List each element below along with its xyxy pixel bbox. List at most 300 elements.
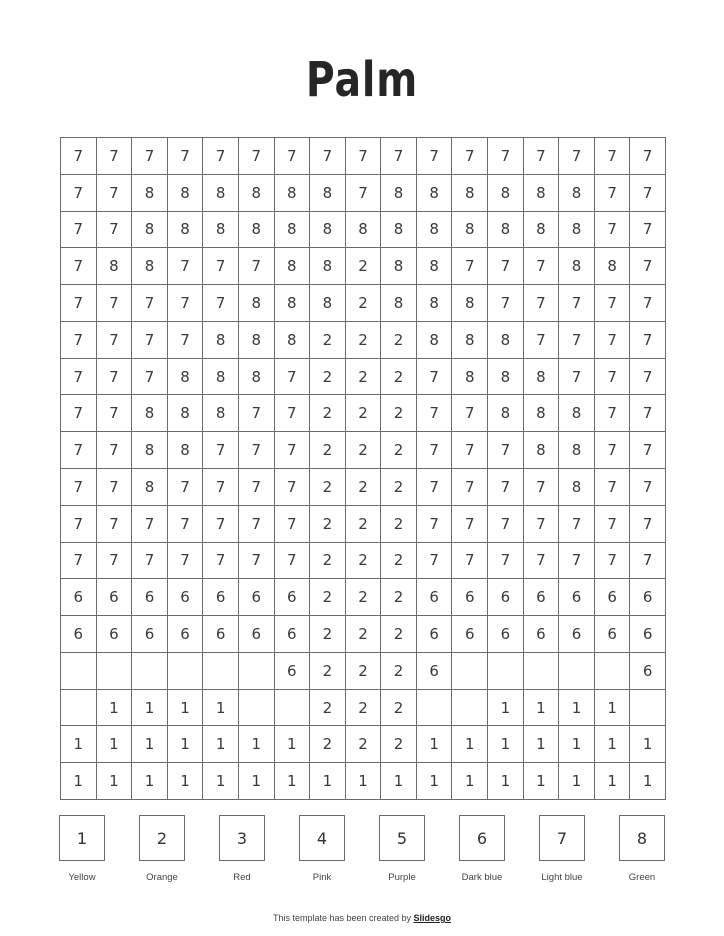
grid-cell[interactable]: 8 — [275, 322, 311, 359]
grid-cell[interactable] — [168, 653, 204, 690]
grid-cell[interactable]: 7 — [595, 175, 631, 212]
grid-cell[interactable]: 7 — [97, 359, 133, 396]
grid-cell[interactable]: 8 — [452, 359, 488, 396]
grid-cell[interactable]: 7 — [488, 543, 524, 580]
grid-cell[interactable]: 7 — [275, 432, 311, 469]
grid-cell[interactable]: 2 — [346, 359, 382, 396]
grid-cell[interactable]: 7 — [630, 359, 666, 396]
grid-cell[interactable]: 1 — [452, 763, 488, 800]
grid-cell[interactable]: 6 — [559, 616, 595, 653]
grid-cell[interactable]: 6 — [203, 579, 239, 616]
grid-cell[interactable]: 1 — [488, 690, 524, 727]
grid-cell[interactable]: 7 — [595, 359, 631, 396]
grid-cell[interactable] — [595, 653, 631, 690]
grid-cell[interactable]: 8 — [488, 359, 524, 396]
grid-cell[interactable]: 7 — [61, 506, 97, 543]
grid-cell[interactable]: 8 — [524, 432, 560, 469]
grid-cell[interactable]: 7 — [488, 138, 524, 175]
grid-cell[interactable]: 7 — [97, 285, 133, 322]
grid-cell[interactable]: 2 — [346, 579, 382, 616]
grid-cell[interactable]: 8 — [310, 175, 346, 212]
grid-cell[interactable]: 8 — [203, 175, 239, 212]
grid-cell[interactable]: 7 — [97, 469, 133, 506]
grid-cell[interactable]: 8 — [417, 285, 453, 322]
grid-cell[interactable]: 7 — [275, 359, 311, 396]
grid-cell[interactable]: 6 — [97, 616, 133, 653]
grid-cell[interactable]: 6 — [275, 616, 311, 653]
grid-cell[interactable] — [97, 653, 133, 690]
grid-cell[interactable]: 7 — [61, 175, 97, 212]
grid-cell[interactable]: 7 — [168, 506, 204, 543]
grid-cell[interactable]: 1 — [417, 763, 453, 800]
grid-cell[interactable]: 8 — [132, 395, 168, 432]
grid-cell[interactable]: 6 — [417, 579, 453, 616]
grid-cell[interactable]: 1 — [239, 763, 275, 800]
grid-cell[interactable]: 7 — [452, 395, 488, 432]
grid-cell[interactable]: 1 — [630, 763, 666, 800]
grid-cell[interactable]: 8 — [203, 395, 239, 432]
grid-cell[interactable]: 7 — [61, 469, 97, 506]
grid-cell[interactable]: 2 — [310, 359, 346, 396]
grid-cell[interactable]: 1 — [559, 690, 595, 727]
grid-cell[interactable]: 7 — [595, 543, 631, 580]
grid-cell[interactable]: 8 — [168, 212, 204, 249]
grid-cell[interactable]: 7 — [168, 138, 204, 175]
grid-cell[interactable]: 7 — [203, 138, 239, 175]
grid-cell[interactable]: 6 — [168, 579, 204, 616]
grid-cell[interactable]: 6 — [61, 579, 97, 616]
grid-cell[interactable]: 8 — [203, 212, 239, 249]
grid-cell[interactable]: 2 — [381, 726, 417, 763]
grid-cell[interactable]: 7 — [275, 506, 311, 543]
grid-cell[interactable]: 7 — [630, 285, 666, 322]
grid-cell[interactable]: 1 — [524, 763, 560, 800]
grid-cell[interactable]: 7 — [595, 469, 631, 506]
grid-cell[interactable]: 7 — [595, 506, 631, 543]
grid-cell[interactable]: 7 — [630, 432, 666, 469]
grid-cell[interactable]: 2 — [346, 469, 382, 506]
grid-cell[interactable]: 7 — [61, 322, 97, 359]
grid-cell[interactable]: 8 — [168, 359, 204, 396]
grid-cell[interactable]: 6 — [132, 579, 168, 616]
grid-cell[interactable]: 7 — [417, 138, 453, 175]
grid-cell[interactable]: 7 — [61, 212, 97, 249]
grid-cell[interactable]: 6 — [595, 579, 631, 616]
grid-cell[interactable]: 1 — [168, 726, 204, 763]
grid-cell[interactable]: 8 — [417, 212, 453, 249]
grid-cell[interactable]: 7 — [417, 506, 453, 543]
grid-cell[interactable]: 7 — [203, 469, 239, 506]
grid-cell[interactable]: 8 — [168, 395, 204, 432]
grid-cell[interactable]: 2 — [310, 726, 346, 763]
grid-cell[interactable]: 7 — [452, 138, 488, 175]
grid-cell[interactable]: 7 — [559, 506, 595, 543]
grid-cell[interactable]: 1 — [168, 763, 204, 800]
grid-cell[interactable]: 7 — [524, 248, 560, 285]
grid-cell[interactable]: 7 — [559, 138, 595, 175]
grid-cell[interactable]: 1 — [310, 763, 346, 800]
grid-cell[interactable] — [524, 653, 560, 690]
grid-cell[interactable]: 7 — [203, 506, 239, 543]
grid-cell[interactable]: 7 — [488, 285, 524, 322]
grid-cell[interactable]: 2 — [381, 432, 417, 469]
grid-cell[interactable]: 2 — [310, 322, 346, 359]
grid-cell[interactable]: 8 — [524, 175, 560, 212]
grid-cell[interactable]: 7 — [239, 506, 275, 543]
grid-cell[interactable]: 8 — [417, 175, 453, 212]
grid-cell[interactable]: 2 — [346, 395, 382, 432]
grid-cell[interactable]: 7 — [595, 432, 631, 469]
grid-cell[interactable]: 7 — [452, 506, 488, 543]
grid-cell[interactable]: 1 — [559, 726, 595, 763]
grid-cell[interactable]: 8 — [559, 175, 595, 212]
grid-cell[interactable]: 8 — [559, 248, 595, 285]
grid-cell[interactable]: 1 — [61, 726, 97, 763]
grid-cell[interactable]: 7 — [239, 469, 275, 506]
grid-cell[interactable]: 8 — [417, 248, 453, 285]
grid-cell[interactable] — [239, 653, 275, 690]
grid-cell[interactable]: 6 — [168, 616, 204, 653]
grid-cell[interactable]: 2 — [381, 469, 417, 506]
grid-cell[interactable]: 7 — [61, 395, 97, 432]
grid-cell[interactable]: 7 — [275, 469, 311, 506]
grid-cell[interactable]: 6 — [239, 579, 275, 616]
grid-cell[interactable]: 7 — [61, 432, 97, 469]
grid-cell[interactable]: 7 — [595, 212, 631, 249]
grid-cell[interactable]: 7 — [61, 138, 97, 175]
grid-cell[interactable]: 8 — [452, 285, 488, 322]
grid-cell[interactable]: 7 — [559, 359, 595, 396]
grid-cell[interactable]: 8 — [239, 212, 275, 249]
grid-cell[interactable]: 8 — [452, 175, 488, 212]
grid-cell[interactable]: 7 — [132, 322, 168, 359]
grid-cell[interactable]: 8 — [310, 248, 346, 285]
grid-cell[interactable]: 2 — [381, 579, 417, 616]
grid-cell[interactable]: 7 — [239, 432, 275, 469]
grid-cell[interactable]: 2 — [381, 395, 417, 432]
grid-cell[interactable]: 7 — [595, 322, 631, 359]
grid-cell[interactable]: 7 — [132, 359, 168, 396]
grid-cell[interactable]: 8 — [488, 395, 524, 432]
grid-cell[interactable]: 7 — [61, 359, 97, 396]
grid-cell[interactable]: 7 — [168, 469, 204, 506]
grid-cell[interactable]: 8 — [168, 432, 204, 469]
grid-cell[interactable]: 6 — [417, 616, 453, 653]
grid-cell[interactable]: 8 — [132, 175, 168, 212]
grid-cell[interactable]: 8 — [310, 212, 346, 249]
grid-cell[interactable] — [239, 690, 275, 727]
grid-cell[interactable]: 2 — [346, 506, 382, 543]
grid-cell[interactable]: 6 — [630, 653, 666, 690]
grid-cell[interactable]: 2 — [346, 322, 382, 359]
grid-cell[interactable]: 7 — [346, 138, 382, 175]
grid-cell[interactable]: 7 — [132, 285, 168, 322]
grid-cell[interactable]: 2 — [381, 506, 417, 543]
grid-cell[interactable] — [630, 690, 666, 727]
grid-cell[interactable]: 6 — [275, 653, 311, 690]
grid-cell[interactable]: 2 — [346, 285, 382, 322]
grid-cell[interactable]: 1 — [346, 763, 382, 800]
grid-cell[interactable]: 7 — [630, 469, 666, 506]
grid-cell[interactable]: 7 — [239, 138, 275, 175]
grid-cell[interactable] — [275, 690, 311, 727]
grid-cell[interactable]: 7 — [630, 248, 666, 285]
grid-cell[interactable]: 6 — [452, 616, 488, 653]
grid-cell[interactable]: 7 — [524, 285, 560, 322]
grid-cell[interactable]: 6 — [452, 579, 488, 616]
grid-cell[interactable]: 8 — [524, 359, 560, 396]
grid-cell[interactable]: 8 — [452, 212, 488, 249]
grid-cell[interactable]: 7 — [168, 543, 204, 580]
grid-cell[interactable]: 6 — [595, 616, 631, 653]
grid-cell[interactable] — [452, 690, 488, 727]
grid-cell[interactable]: 1 — [203, 726, 239, 763]
grid-cell[interactable]: 7 — [559, 322, 595, 359]
grid-cell[interactable]: 8 — [488, 212, 524, 249]
grid-cell[interactable]: 1 — [97, 763, 133, 800]
slidesgo-link[interactable]: Slidesgo — [413, 913, 452, 923]
grid-cell[interactable]: 7 — [310, 138, 346, 175]
grid-cell[interactable]: 7 — [97, 138, 133, 175]
grid-cell[interactable]: 7 — [630, 212, 666, 249]
grid-cell[interactable]: 2 — [310, 543, 346, 580]
grid-cell[interactable]: 2 — [381, 543, 417, 580]
grid-cell[interactable]: 8 — [239, 285, 275, 322]
grid-cell[interactable]: 6 — [239, 616, 275, 653]
grid-cell[interactable]: 6 — [203, 616, 239, 653]
grid-cell[interactable]: 1 — [132, 690, 168, 727]
grid-cell[interactable]: 7 — [203, 285, 239, 322]
grid-cell[interactable]: 7 — [203, 543, 239, 580]
grid-cell[interactable]: 8 — [381, 212, 417, 249]
grid-cell[interactable]: 6 — [524, 579, 560, 616]
grid-cell[interactable]: 8 — [97, 248, 133, 285]
grid-cell[interactable]: 2 — [346, 248, 382, 285]
grid-cell[interactable]: 7 — [488, 506, 524, 543]
grid-cell[interactable]: 6 — [488, 616, 524, 653]
grid-cell[interactable]: 1 — [595, 763, 631, 800]
grid-cell[interactable]: 2 — [346, 726, 382, 763]
grid-cell[interactable]: 1 — [97, 690, 133, 727]
grid-cell[interactable]: 7 — [417, 359, 453, 396]
grid-cell[interactable]: 7 — [524, 138, 560, 175]
grid-cell[interactable]: 6 — [488, 579, 524, 616]
grid-cell[interactable]: 8 — [524, 395, 560, 432]
grid-cell[interactable] — [417, 690, 453, 727]
grid-cell[interactable]: 8 — [203, 322, 239, 359]
grid-cell[interactable]: 8 — [595, 248, 631, 285]
grid-cell[interactable]: 7 — [97, 543, 133, 580]
grid-cell[interactable]: 7 — [488, 469, 524, 506]
grid-cell[interactable]: 8 — [275, 248, 311, 285]
grid-cell[interactable]: 1 — [524, 726, 560, 763]
grid-cell[interactable]: 8 — [559, 469, 595, 506]
grid-cell[interactable]: 1 — [275, 763, 311, 800]
grid-cell[interactable]: 1 — [132, 763, 168, 800]
grid-cell[interactable]: 7 — [417, 432, 453, 469]
grid-cell[interactable]: 7 — [524, 543, 560, 580]
grid-cell[interactable]: 7 — [524, 506, 560, 543]
grid-cell[interactable]: 7 — [61, 543, 97, 580]
grid-cell[interactable]: 7 — [132, 506, 168, 543]
grid-cell[interactable]: 7 — [168, 322, 204, 359]
grid-cell[interactable]: 8 — [310, 285, 346, 322]
grid-cell[interactable]: 7 — [452, 543, 488, 580]
grid-cell[interactable]: 1 — [203, 690, 239, 727]
grid-cell[interactable]: 7 — [524, 322, 560, 359]
grid-cell[interactable]: 8 — [559, 432, 595, 469]
grid-cell[interactable]: 8 — [132, 248, 168, 285]
grid-cell[interactable]: 8 — [168, 175, 204, 212]
grid-cell[interactable]: 1 — [168, 690, 204, 727]
grid-cell[interactable]: 8 — [417, 322, 453, 359]
grid-cell[interactable]: 8 — [488, 175, 524, 212]
grid-cell[interactable]: 7 — [97, 175, 133, 212]
grid-cell[interactable]: 8 — [381, 175, 417, 212]
grid-cell[interactable]: 2 — [381, 322, 417, 359]
grid-cell[interactable]: 8 — [452, 322, 488, 359]
grid-cell[interactable]: 7 — [203, 432, 239, 469]
grid-cell[interactable]: 2 — [381, 653, 417, 690]
grid-cell[interactable]: 7 — [524, 469, 560, 506]
grid-cell[interactable]: 7 — [559, 543, 595, 580]
grid-cell[interactable] — [61, 690, 97, 727]
grid-cell[interactable]: 2 — [310, 690, 346, 727]
grid-cell[interactable]: 1 — [524, 690, 560, 727]
grid-cell[interactable]: 7 — [168, 248, 204, 285]
grid-cell[interactable]: 8 — [275, 175, 311, 212]
grid-cell[interactable]: 6 — [630, 616, 666, 653]
grid-cell[interactable]: 1 — [61, 763, 97, 800]
grid-cell[interactable]: 7 — [346, 175, 382, 212]
grid-cell[interactable]: 7 — [452, 248, 488, 285]
grid-cell[interactable]: 2 — [346, 616, 382, 653]
grid-cell[interactable]: 7 — [595, 285, 631, 322]
grid-cell[interactable]: 2 — [310, 616, 346, 653]
grid-cell[interactable]: 1 — [417, 726, 453, 763]
grid-cell[interactable]: 6 — [97, 579, 133, 616]
grid-cell[interactable]: 7 — [452, 432, 488, 469]
grid-cell[interactable]: 7 — [630, 322, 666, 359]
grid-cell[interactable]: 1 — [595, 690, 631, 727]
grid-cell[interactable]: 2 — [310, 653, 346, 690]
grid-cell[interactable]: 1 — [203, 763, 239, 800]
grid-cell[interactable]: 7 — [595, 138, 631, 175]
grid-cell[interactable]: 7 — [97, 432, 133, 469]
grid-cell[interactable]: 1 — [381, 763, 417, 800]
grid-cell[interactable]: 7 — [61, 248, 97, 285]
grid-cell[interactable]: 1 — [595, 726, 631, 763]
grid-cell[interactable]: 1 — [239, 726, 275, 763]
grid-cell[interactable]: 6 — [524, 616, 560, 653]
grid-cell[interactable]: 7 — [595, 395, 631, 432]
grid-cell[interactable]: 7 — [239, 543, 275, 580]
grid-cell[interactable]: 1 — [488, 763, 524, 800]
grid-cell[interactable]: 6 — [417, 653, 453, 690]
grid-cell[interactable]: 6 — [559, 579, 595, 616]
grid-cell[interactable]: 7 — [488, 432, 524, 469]
grid-cell[interactable]: 2 — [310, 395, 346, 432]
grid-cell[interactable] — [61, 653, 97, 690]
grid-cell[interactable]: 2 — [310, 432, 346, 469]
grid-cell[interactable]: 6 — [61, 616, 97, 653]
grid-cell[interactable]: 8 — [239, 175, 275, 212]
grid-cell[interactable]: 7 — [275, 543, 311, 580]
grid-cell[interactable] — [203, 653, 239, 690]
grid-cell[interactable]: 7 — [97, 322, 133, 359]
grid-cell[interactable]: 2 — [381, 359, 417, 396]
grid-cell[interactable]: 7 — [417, 469, 453, 506]
grid-cell[interactable]: 8 — [488, 322, 524, 359]
grid-cell[interactable]: 2 — [346, 690, 382, 727]
grid-cell[interactable]: 1 — [630, 726, 666, 763]
grid-cell[interactable]: 8 — [275, 285, 311, 322]
grid-cell[interactable]: 8 — [275, 212, 311, 249]
grid-cell[interactable]: 2 — [310, 469, 346, 506]
grid-cell[interactable]: 2 — [381, 690, 417, 727]
grid-cell[interactable]: 8 — [239, 322, 275, 359]
grid-cell[interactable]: 2 — [346, 432, 382, 469]
grid-cell[interactable]: 1 — [275, 726, 311, 763]
grid-cell[interactable] — [452, 653, 488, 690]
grid-cell[interactable]: 7 — [132, 138, 168, 175]
grid-cell[interactable]: 8 — [381, 285, 417, 322]
grid-cell[interactable] — [488, 653, 524, 690]
grid-cell[interactable]: 8 — [381, 248, 417, 285]
grid-cell[interactable]: 7 — [132, 543, 168, 580]
grid-cell[interactable]: 7 — [275, 395, 311, 432]
grid-cell[interactable]: 7 — [417, 395, 453, 432]
grid-cell[interactable]: 8 — [132, 432, 168, 469]
grid-cell[interactable]: 8 — [203, 359, 239, 396]
grid-cell[interactable]: 2 — [381, 616, 417, 653]
grid-cell[interactable]: 7 — [417, 543, 453, 580]
grid-cell[interactable]: 7 — [275, 138, 311, 175]
grid-cell[interactable]: 7 — [488, 248, 524, 285]
grid-cell[interactable]: 7 — [203, 248, 239, 285]
grid-cell[interactable]: 1 — [97, 726, 133, 763]
grid-cell[interactable]: 7 — [630, 138, 666, 175]
grid-cell[interactable] — [559, 653, 595, 690]
grid-cell[interactable]: 2 — [310, 506, 346, 543]
grid-cell[interactable]: 6 — [275, 579, 311, 616]
grid-cell[interactable]: 1 — [488, 726, 524, 763]
grid-cell[interactable]: 2 — [346, 653, 382, 690]
grid-cell[interactable]: 8 — [239, 359, 275, 396]
grid-cell[interactable]: 2 — [310, 579, 346, 616]
grid-cell[interactable]: 7 — [452, 469, 488, 506]
grid-cell[interactable]: 7 — [559, 285, 595, 322]
grid-cell[interactable]: 1 — [132, 726, 168, 763]
grid-cell[interactable]: 7 — [97, 395, 133, 432]
grid-cell[interactable]: 7 — [168, 285, 204, 322]
grid-cell[interactable]: 7 — [381, 138, 417, 175]
grid-cell[interactable]: 7 — [630, 175, 666, 212]
grid-cell[interactable]: 7 — [97, 212, 133, 249]
grid-cell[interactable]: 7 — [239, 395, 275, 432]
grid-cell[interactable]: 8 — [524, 212, 560, 249]
grid-cell[interactable]: 7 — [630, 543, 666, 580]
grid-cell[interactable] — [132, 653, 168, 690]
grid-cell[interactable]: 7 — [61, 285, 97, 322]
grid-cell[interactable]: 7 — [239, 248, 275, 285]
grid-cell[interactable]: 8 — [132, 212, 168, 249]
grid-cell[interactable]: 6 — [630, 579, 666, 616]
grid-cell[interactable]: 8 — [559, 212, 595, 249]
grid-cell[interactable]: 1 — [559, 763, 595, 800]
grid-cell[interactable]: 7 — [630, 395, 666, 432]
grid-cell[interactable]: 8 — [346, 212, 382, 249]
